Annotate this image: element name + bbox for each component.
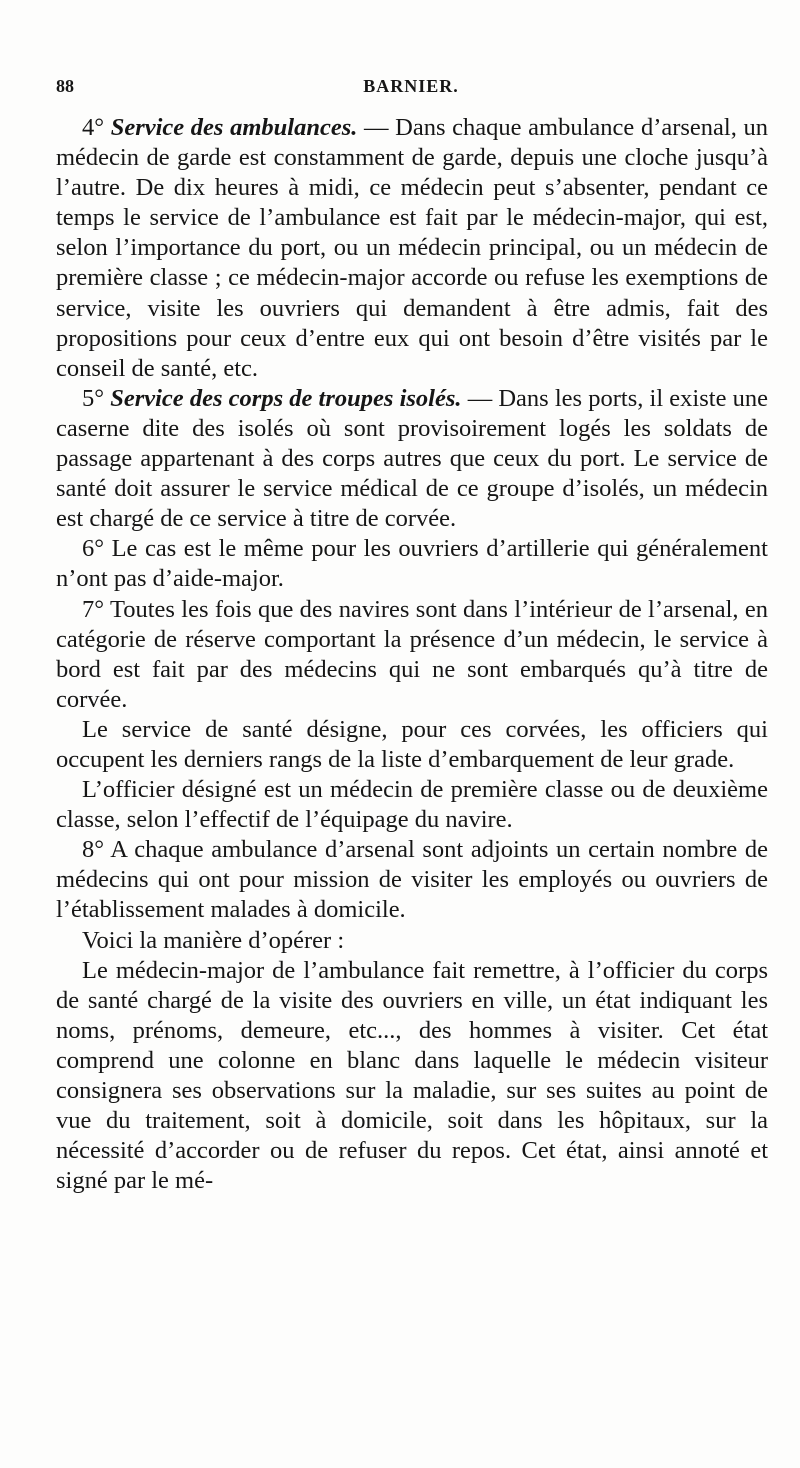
page-number: 88	[56, 76, 74, 96]
paragraph-etat: Le médecin-major de l’ambulance fait remettre, à l’officier du corps de santé chargé de la visite des ouvriers en ville, un état indiquant les noms, prénoms, demeure, etc..., des hommes à visiter. Cet état comprend une colonne en blanc dans laquelle le médecin visiteur consignera ses observations sur la maladie, sur ses suites au point de vue du traitement, soit à domicile, soit dans les hôpitaux, sur la nécessité d’accorder ou de refuser du repos. Cet état, ainsi annoté et signé par le mé-	[56, 956, 768, 1195]
paragraph-text: — Dans les ports, il existe une caserne dite des isolés où sont provisoirement logés les soldats de passage appartenant à des corps autres que ceux du port. Le service de santé doit assurer le service médical de ce groupe d’isolés, un médecin est chargé de ce service à titre de corvée.	[56, 384, 768, 533]
paragraph-officier: L’officier désigné est un médecin de première classe ou de deuxième classe, selon l’effectif de l’équipage du navire.	[56, 776, 768, 834]
paragraph-corps-isoles	[56, 384, 768, 534]
paragraph-ambulances	[56, 113, 768, 384]
paragraph-artillerie: 6° Le cas est le même pour les ouvriers d’artillerie qui généralement n’ont pas d’aide-major.	[56, 535, 768, 593]
section-heading: Service des ambulances.	[110, 114, 358, 141]
body-text	[56, 113, 768, 1196]
paragraph-navires: 7° Toutes les fois que des navires sont dans l’intérieur de l’arsenal, en catégorie de réserve comportant la présence d’un médecin, le service à bord est fait par des médecins qui ne sont embarqués qu’à titre de corvée.	[56, 595, 768, 713]
page-header	[56, 76, 766, 106]
paragraph-text: — Dans chaque ambulance d’arsenal, un médecin de garde est constamment de garde, depuis une cloche jusqu’à l’autre. De dix heures à midi, ce médecin peut s’absenter, pendant ce temps le service de l’ambulance est fait par le médecin-major, qui est, selon l’importance du port, ou un médecin principal, ou un médecin de première classe ; ce médecin-major accorde ou refuse les exemptions de service, visite les ouvriers qui demandent à être admis, fait des propositions pour ceux d’entre eux qui ont besoin d’être visités par le conseil de santé, etc.	[56, 114, 768, 382]
paragraph-number: 4°	[82, 114, 111, 141]
paragraph-number: 5°	[82, 384, 111, 412]
paragraph-designation: Le service de santé désigne, pour ces corvées, les officiers qui occupent les derniers rangs de la liste d’embarquement de leur grade.	[56, 715, 768, 773]
section-heading: Service des corps de troupes isolés.	[110, 384, 462, 412]
running-title: BARNIER.	[363, 76, 459, 96]
paragraph-maniere: Voici la manière d’opérer :	[82, 926, 345, 954]
paragraph-visites-domicile: 8° A chaque ambulance d’arsenal sont adjoints un certain nombre de médecins qui ont pour mission de visiter les employés ou ouvriers de l’établissement malades à domicile.	[56, 836, 768, 924]
